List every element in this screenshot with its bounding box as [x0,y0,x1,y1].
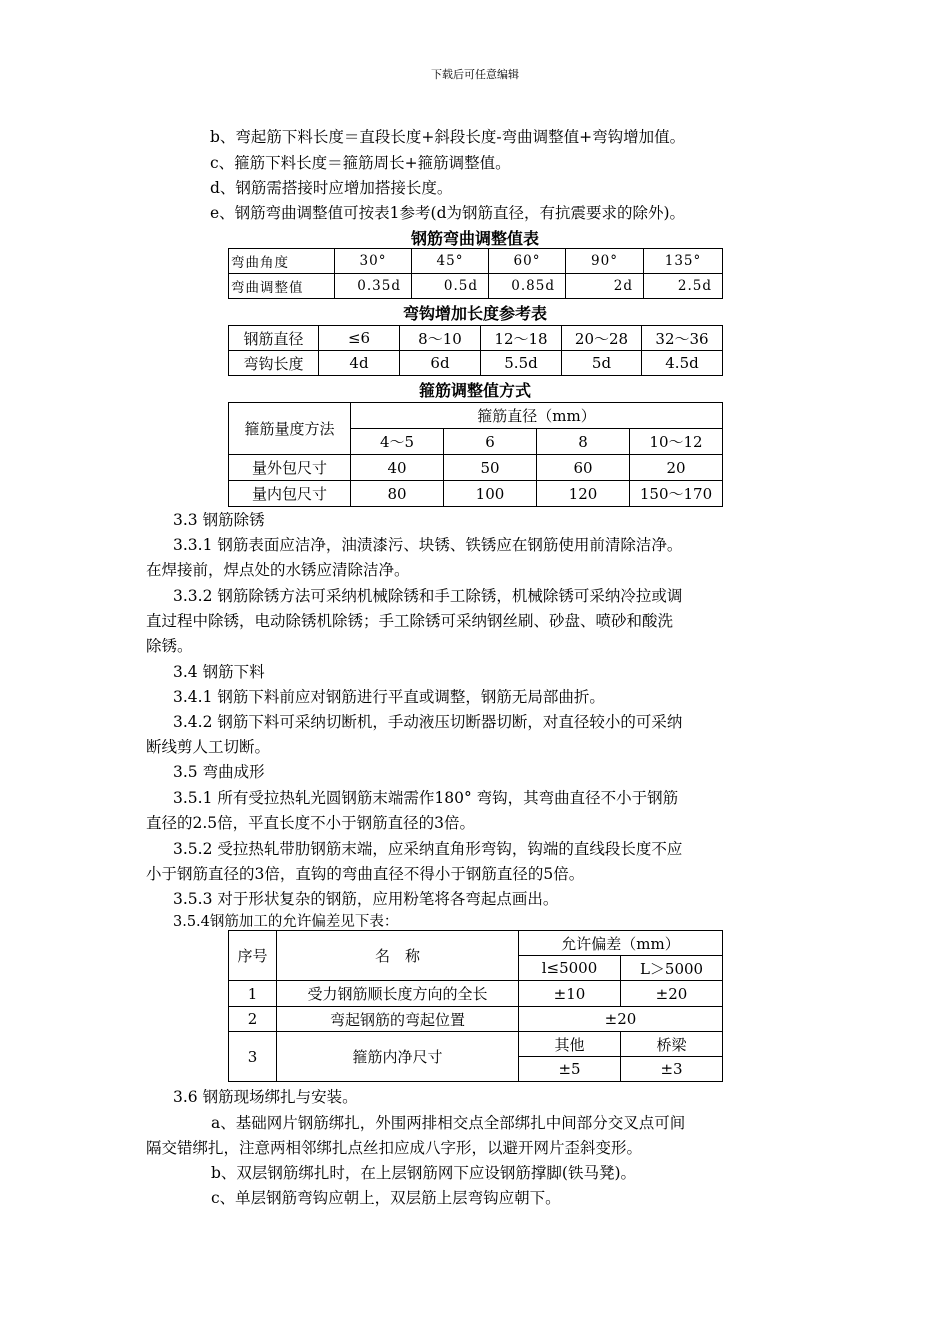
table-cell: 30° [335,249,412,274]
text-line: b、弯起筋下料长度＝直段长度+斜段长度-弯曲调整值+弯钩增加值。 [210,128,686,146]
table-cell: 序号 [229,931,277,981]
text-line: 3.3.2 钢筋除锈方法可采纳机械除锈和手工除锈，机械除锈可采纳冷拉或调 [173,587,683,605]
text-line: 3.4.2 钢筋下料可采纳切断机，手动液压切断器切断，对直径较小的可采纳 [173,713,683,731]
table-cell: ±20 [621,981,723,1007]
table-cell: 20 [630,455,723,481]
table-cell: 80 [351,481,444,507]
text-line: 直过程中除锈，电动除锈机除锈；手工除锈可采纳钢丝刷、砂盘、喷砂和酸洗 [146,612,674,630]
text-line: 除锈。 [146,637,193,655]
table-cell: 32～36 [642,326,723,351]
bend-adjust-table [228,248,723,299]
table-cell: 2 [229,1007,277,1032]
table-cell: ±20 [519,1007,723,1032]
table-cell: 箍筋内净尺寸 [277,1032,519,1082]
table-cell: 1 [229,981,277,1007]
table-cell: 150～170 [630,481,723,507]
stirrup-adjust-table [228,402,723,507]
table-cell: 6 [444,429,537,455]
text-line: e、钢筋弯曲调整值可按表1参考(d为钢筋直径，有抗震要求的除外)。 [210,204,686,222]
text-line: 3.3.1 钢筋表面应洁净，油渍漆污、块锈、铁锈应在钢筋使用前清除洁净。 [173,536,683,554]
table-title: 钢筋弯曲调整值表 [410,229,539,248]
text-line: 直径的2.5倍，平直长度不小于钢筋直径的3倍。 [146,814,476,832]
table-cell: 135° [644,249,723,274]
table-cell: 3 [229,1032,277,1082]
table-cell: 4.5d [642,351,723,376]
table-cell: 120 [537,481,630,507]
text-line: d、钢筋需搭接时应增加搭接长度。 [210,179,453,197]
table-cell: 箍筋直径（mm） [351,403,723,429]
table-cell: 受力钢筋顺长度方向的全长 [277,981,519,1007]
table-cell: ±10 [519,981,621,1007]
text-line: 3.5.2 受拉热轧带肋钢筋末端，应采纳直角形弯钩，钩端的直线段长度不应 [173,840,683,858]
section-heading: 3.4 钢筋下料 [173,663,265,681]
page-header: 下载后可任意编辑 [431,68,519,81]
table-cell: 60 [537,455,630,481]
table-cell: 12～18 [481,326,562,351]
table-cell: 0.35d [335,274,412,299]
table-cell: l≤5000 [519,956,621,981]
section-heading: 3.3 钢筋除锈 [173,511,265,529]
text-line: 3.4.1 钢筋下料前应对钢筋进行平直或调整，钢筋无局部曲折。 [173,688,605,706]
table-cell: 6d [400,351,481,376]
table-cell: ±5 [519,1057,621,1082]
table-cell: 弯曲调整值 [229,274,335,299]
table-cell: 45° [412,249,489,274]
table-cell: 桥梁 [621,1032,723,1057]
table-cell: 4～5 [351,429,444,455]
table-cell: 10～12 [630,429,723,455]
tolerance-table [228,930,723,1082]
table-title: 箍筋调整值方式 [418,381,531,400]
table-cell: 箍筋量度方法 [229,403,351,455]
hook-length-table [228,325,723,376]
table-cell: 60° [489,249,566,274]
text-line: 3.5.3 对于形状复杂的钢筋，应用粉笔将各弯起点画出。 [173,890,559,908]
table-cell: 量外包尺寸 [229,455,351,481]
text-line: 断线剪人工切断。 [146,738,271,756]
table-cell: 弯曲角度 [229,249,335,274]
table-cell: 5.5d [481,351,562,376]
table-cell: 弯起钢筋的弯起位置 [277,1007,519,1032]
table-cell: 0.5d [412,274,489,299]
table-cell: 0.85d [489,274,566,299]
table-cell: 弯钩长度 [229,351,319,376]
text-line: 在焊接前，焊点处的水锈应清除洁净。 [146,561,410,579]
table-cell: ±3 [621,1057,723,1082]
text-line: b、双层钢筋绑扎时，在上层钢筋网下应设钢筋撑脚(铁马凳)。 [211,1164,637,1182]
text-line: c、箍筋下料长度＝箍筋周长+箍筋调整值。 [210,154,511,172]
section-heading: 3.5 弯曲成形 [173,763,265,781]
section-heading: 3.6 钢筋现场绑扎与安装。 [173,1088,358,1106]
table-cell: 名 称 [277,931,519,981]
table-cell: 2d [566,274,644,299]
text-line: 3.5.4钢筋加工的允许偏差见下表： [173,914,399,930]
table-cell: L＞5000 [621,956,723,981]
text-line: 3.5.1 所有受拉热轧光圆钢筋末端需作180° 弯钩，其弯曲直径不小于钢筋 [173,789,679,807]
table-cell: 8 [537,429,630,455]
table-cell: 2.5d [644,274,723,299]
table-cell: 8～10 [400,326,481,351]
table-cell: 20～28 [562,326,642,351]
table-cell: ≤6 [319,326,400,351]
table-cell: 钢筋直径 [229,326,319,351]
table-cell: 40 [351,455,444,481]
table-cell: 允许偏差（mm） [519,931,723,956]
text-line: 隔交错绑扎，注意两相邻绑扎点丝扣应成八字形，以避开网片歪斜变形。 [146,1139,643,1157]
table-cell: 50 [444,455,537,481]
table-cell: 100 [444,481,537,507]
table-cell: 90° [566,249,644,274]
text-line: a、基础网片钢筋绑扎，外围两排相交点全部绑扎中间部分交叉点可间 [211,1114,686,1132]
table-cell: 其他 [519,1032,621,1057]
text-line: c、单层钢筋弯钩应朝上，双层筋上层弯钩应朝下。 [211,1189,561,1207]
table-cell: 4d [319,351,400,376]
table-cell: 量内包尺寸 [229,481,351,507]
table-title: 弯钩增加长度参考表 [402,304,547,323]
table-cell: 5d [562,351,642,376]
text-line: 小于钢筋直径的3倍，直钩的弯曲直径不得小于钢筋直径的5倍。 [146,865,585,883]
